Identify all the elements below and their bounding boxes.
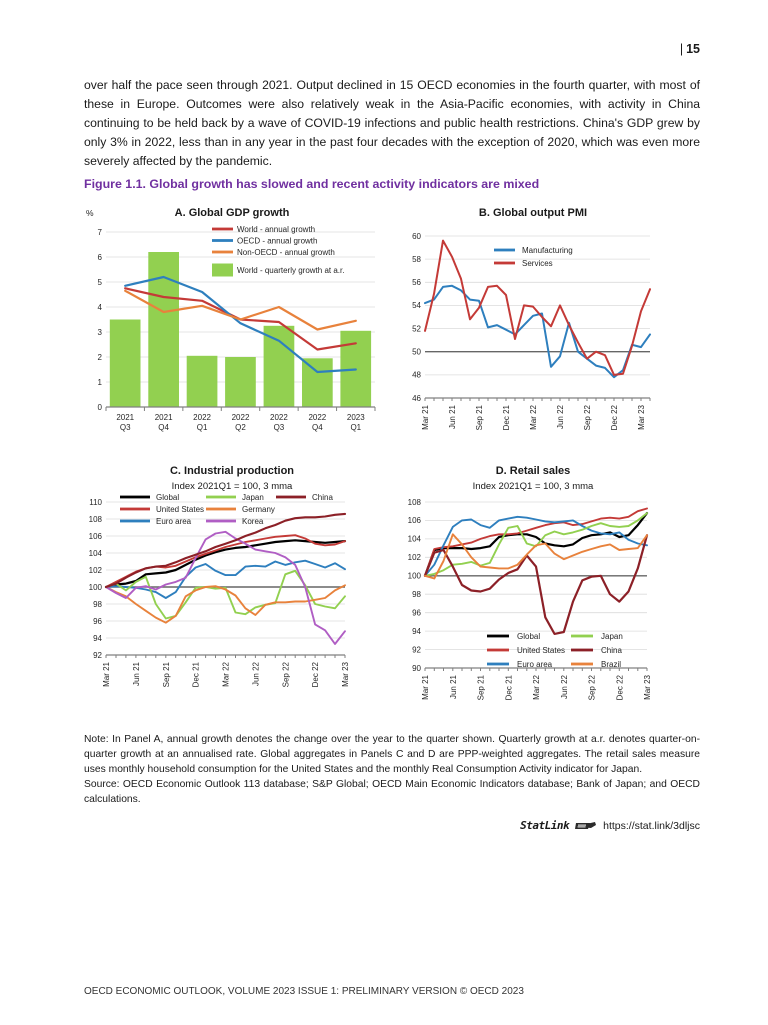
chart-d-title: D. Retail sales bbox=[495, 465, 571, 477]
figure-note-block bbox=[84, 732, 700, 807]
svg-text:96: 96 bbox=[93, 616, 102, 626]
svg-text:0: 0 bbox=[97, 402, 102, 412]
svg-text:2022: 2022 bbox=[193, 413, 211, 422]
svg-text:60: 60 bbox=[412, 231, 421, 241]
chart-c-svg bbox=[84, 494, 380, 712]
svg-text:Sep 22: Sep 22 bbox=[587, 675, 597, 701]
svg-text:96: 96 bbox=[412, 608, 421, 618]
chart-d-subtitle: Index 2021Q1 = 100, 3 mma bbox=[472, 481, 594, 492]
svg-text:Japan: Japan bbox=[242, 494, 264, 502]
svg-text:Germany: Germany bbox=[242, 504, 275, 514]
svg-text:Jun 22: Jun 22 bbox=[251, 662, 261, 687]
svg-text:92: 92 bbox=[93, 650, 102, 660]
figure-title: Figure 1.1. Global growth has slowed and recent activity indicators are mixed bbox=[84, 177, 540, 191]
svg-text:Q4: Q4 bbox=[312, 423, 323, 432]
chart-a-svg bbox=[84, 223, 380, 439]
svg-text:Global: Global bbox=[156, 494, 180, 502]
svg-text:Jun 22: Jun 22 bbox=[556, 405, 565, 430]
svg-text:98: 98 bbox=[93, 599, 102, 609]
chart-c-plot bbox=[84, 494, 380, 712]
page-footer: OECD ECONOMIC OUTLOOK, VOLUME 2023 ISSUE 1: PRELIMINARY VERSION © OECD 2023 bbox=[84, 986, 524, 997]
svg-text:108: 108 bbox=[408, 497, 421, 507]
svg-text:Korea: Korea bbox=[242, 516, 264, 526]
svg-text:6: 6 bbox=[97, 252, 102, 262]
svg-text:Japan: Japan bbox=[601, 631, 623, 641]
statlink-icon bbox=[575, 820, 597, 831]
svg-text:Sep 21: Sep 21 bbox=[476, 675, 486, 701]
svg-text:50: 50 bbox=[412, 347, 421, 357]
svg-text:Brazil: Brazil bbox=[601, 659, 622, 669]
svg-text:2021: 2021 bbox=[116, 413, 135, 422]
svg-text:Dec 22: Dec 22 bbox=[610, 405, 619, 431]
svg-text:Q4: Q4 bbox=[158, 423, 169, 432]
chart-a-unit-label: % bbox=[86, 208, 94, 218]
svg-text:China: China bbox=[601, 645, 622, 655]
chart-c-title: C. Industrial production bbox=[169, 465, 295, 477]
svg-text:52: 52 bbox=[412, 324, 421, 334]
svg-text:98: 98 bbox=[412, 590, 421, 600]
svg-text:Manufacturing: Manufacturing bbox=[522, 245, 573, 255]
svg-text:Dec 22: Dec 22 bbox=[615, 675, 625, 701]
svg-text:102: 102 bbox=[88, 565, 102, 575]
svg-text:Mar 21: Mar 21 bbox=[421, 675, 430, 700]
svg-text:Q2: Q2 bbox=[235, 423, 246, 432]
chart-a-title: A. Global GDP growth bbox=[174, 207, 290, 219]
chart-d-svg bbox=[408, 494, 658, 712]
svg-text:World - annual growth: World - annual growth bbox=[237, 224, 316, 234]
panel-b-global-output-pmi bbox=[408, 207, 658, 439]
svg-text:OECD - annual growth: OECD - annual growth bbox=[237, 236, 318, 246]
page-number: | 15 bbox=[679, 42, 700, 56]
svg-text:56: 56 bbox=[412, 278, 421, 288]
statlink-row bbox=[84, 819, 700, 832]
page-number-separator: | bbox=[679, 42, 684, 56]
svg-text:90: 90 bbox=[412, 663, 421, 673]
svg-text:2022: 2022 bbox=[231, 413, 250, 422]
svg-text:58: 58 bbox=[412, 254, 421, 264]
svg-text:United States: United States bbox=[156, 504, 205, 514]
svg-text:China: China bbox=[312, 494, 333, 502]
svg-text:Mar 22: Mar 22 bbox=[529, 405, 538, 430]
svg-text:Q3: Q3 bbox=[273, 423, 285, 432]
svg-text:Q1: Q1 bbox=[196, 423, 208, 432]
panel-a-global-gdp-growth bbox=[84, 207, 380, 439]
chart-c-subtitle: Index 2021Q1 = 100, 3 mma bbox=[171, 481, 293, 492]
svg-text:United States: United States bbox=[517, 645, 566, 655]
figure-source: Source: OECD Economic Outlook 113 database; S&P Global; OECD Main Economic Indicators database; Bank of Japan; and OECD calculations. bbox=[84, 779, 700, 805]
chart-b-title: B. Global output PMI bbox=[478, 207, 588, 219]
svg-text:Sep 21: Sep 21 bbox=[161, 662, 171, 688]
svg-text:48: 48 bbox=[412, 370, 421, 380]
svg-text:Dec 21: Dec 21 bbox=[504, 675, 514, 701]
svg-text:104: 104 bbox=[88, 548, 102, 558]
svg-text:Mar 22: Mar 22 bbox=[221, 662, 231, 687]
svg-text:Non-OECD - annual growth: Non-OECD - annual growth bbox=[237, 247, 335, 257]
body-paragraph: over half the pace seen through 2021. Output declined in 15 OECD economies in the fourth quarter, with most of these in Europe. Outcomes were also relatively weak in the Asia-Pacific economies, with activity in China continuing to be held back by a wave of COVID-19 infections and public health restrictions. China's GDP grew by only 3% in 2022, less than in any year in the past four decades with the exception of 2020, which was even more severely affected by the pandemic. bbox=[84, 78, 700, 168]
svg-text:Services: Services bbox=[522, 258, 553, 268]
svg-text:106: 106 bbox=[408, 516, 421, 526]
svg-text:94: 94 bbox=[93, 633, 102, 643]
svg-text:94: 94 bbox=[412, 626, 421, 636]
svg-text:Dec 21: Dec 21 bbox=[502, 405, 511, 431]
svg-text:110: 110 bbox=[89, 497, 102, 507]
svg-text:Mar 23: Mar 23 bbox=[637, 405, 646, 430]
svg-text:92: 92 bbox=[412, 645, 421, 655]
svg-text:World - quarterly growth at a.: World - quarterly growth at a.r. bbox=[237, 265, 345, 275]
svg-text:102: 102 bbox=[408, 553, 421, 563]
svg-text:2023: 2023 bbox=[346, 413, 365, 422]
panel-c-industrial-production bbox=[84, 465, 380, 712]
svg-text:Global: Global bbox=[517, 631, 541, 641]
svg-text:106: 106 bbox=[88, 531, 102, 541]
svg-text:Sep 22: Sep 22 bbox=[583, 405, 592, 431]
chart-d-plot bbox=[408, 494, 658, 712]
chart-d-svg-mount bbox=[408, 494, 658, 712]
statlink-label: StatLink bbox=[520, 819, 570, 832]
chart-a-svg-mount bbox=[84, 223, 380, 439]
svg-text:Jun 22: Jun 22 bbox=[559, 675, 569, 700]
svg-text:Q1: Q1 bbox=[350, 423, 362, 432]
svg-text:Mar 23: Mar 23 bbox=[341, 662, 350, 687]
svg-text:Jun 21: Jun 21 bbox=[131, 662, 141, 687]
svg-text:2: 2 bbox=[97, 352, 102, 362]
svg-text:Q3: Q3 bbox=[119, 423, 131, 432]
svg-text:5: 5 bbox=[97, 277, 102, 287]
svg-text:Sep 21: Sep 21 bbox=[475, 405, 484, 431]
svg-text:46: 46 bbox=[412, 393, 421, 403]
figure-charts-grid bbox=[84, 207, 700, 712]
svg-text:7: 7 bbox=[97, 227, 102, 237]
svg-text:2021: 2021 bbox=[154, 413, 173, 422]
svg-text:Mar 23: Mar 23 bbox=[643, 675, 652, 700]
chart-b-svg-mount bbox=[408, 223, 658, 439]
panel-d-retail-sales bbox=[408, 465, 658, 712]
svg-text:2022: 2022 bbox=[308, 413, 327, 422]
svg-text:Jun 21: Jun 21 bbox=[448, 675, 458, 700]
chart-b-plot bbox=[408, 223, 658, 439]
svg-text:100: 100 bbox=[408, 571, 421, 581]
svg-text:4: 4 bbox=[97, 302, 102, 312]
svg-text:Mar 21: Mar 21 bbox=[421, 405, 430, 430]
svg-text:Mar 21: Mar 21 bbox=[102, 662, 111, 687]
svg-text:100: 100 bbox=[88, 582, 102, 592]
svg-text:Dec 22: Dec 22 bbox=[311, 662, 321, 688]
svg-text:104: 104 bbox=[408, 534, 421, 544]
svg-text:Dec 21: Dec 21 bbox=[191, 662, 201, 688]
svg-text:108: 108 bbox=[88, 514, 102, 524]
svg-text:3: 3 bbox=[97, 327, 102, 337]
svg-text:54: 54 bbox=[412, 301, 421, 311]
chart-c-svg-mount bbox=[84, 494, 380, 712]
svg-text:2022: 2022 bbox=[270, 413, 288, 422]
svg-text:Sep 22: Sep 22 bbox=[281, 662, 291, 688]
svg-text:Mar 22: Mar 22 bbox=[532, 675, 541, 700]
svg-text:Euro area: Euro area bbox=[517, 659, 553, 669]
svg-text:1: 1 bbox=[97, 377, 102, 387]
svg-text:Euro area: Euro area bbox=[156, 516, 192, 526]
statlink-url[interactable]: https://stat.link/3dljsc bbox=[603, 819, 700, 832]
figure-note: Note: In Panel A, annual growth denotes the change over the year to the quarter shown. Quarterly growth at a.r. denotes quarter-on-quarter growth at an annualised rate. Global aggregates in Panels C and D are PPP-weighted aggregates. The retail sales measure uses monthly household consumption for the United States and the monthly Real Consumption Activity indicator for Japan. bbox=[84, 734, 700, 775]
chart-b-svg bbox=[408, 223, 658, 439]
svg-text:Jun 21: Jun 21 bbox=[448, 405, 457, 430]
